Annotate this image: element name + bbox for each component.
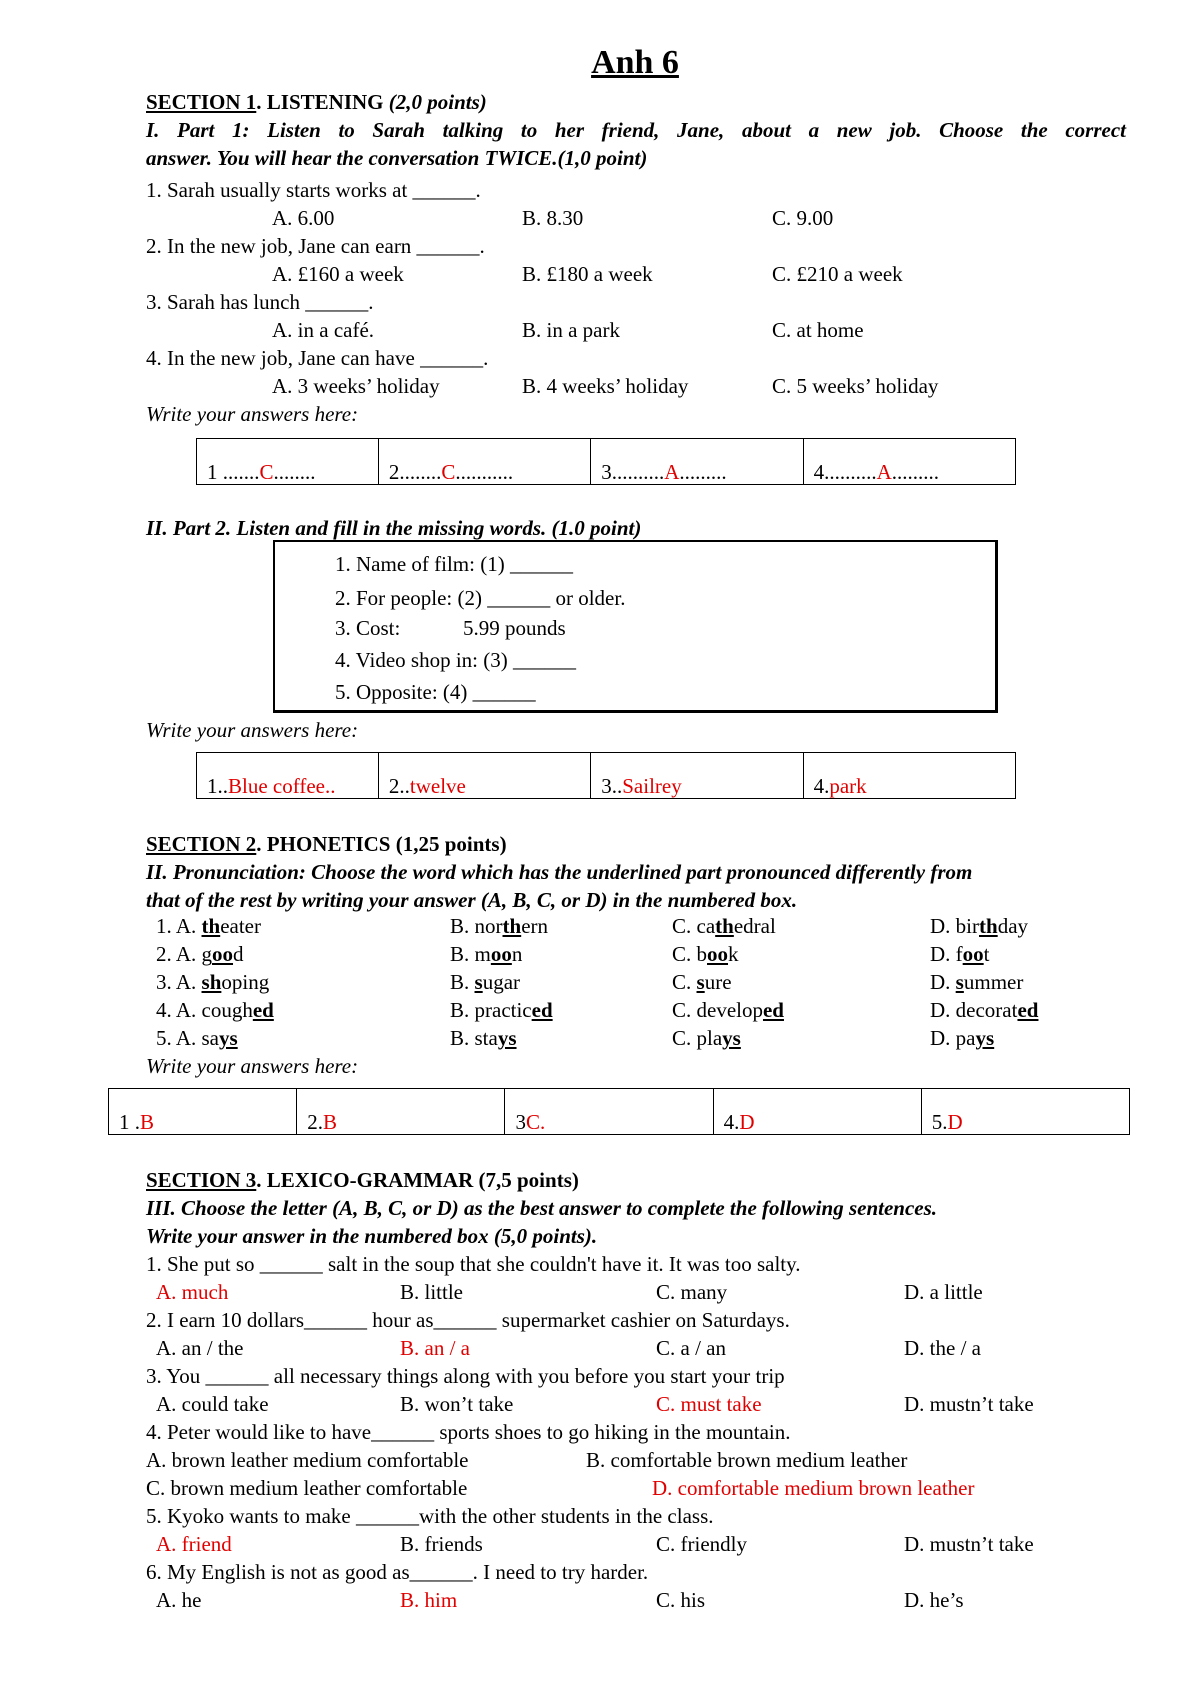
section-3-title: . LEXICO-GRAMMAR (7,5 points) (256, 1168, 579, 1192)
pronunciation-q3-option-d: D. summer (930, 970, 1024, 994)
page-title: Anh 6 (591, 44, 679, 81)
answer-value: C (259, 460, 274, 484)
grammar-q4: 4. Peter would like to have______ sports shoes to go hiking in the mountain. (146, 1420, 791, 1444)
listening-q3: 3. Sarah has lunch ______. (146, 290, 374, 314)
underlined-part: ed (762, 998, 784, 1022)
answer-cell-1[interactable]: 1 .......C........ (197, 439, 379, 485)
underlined-part: ys (219, 1026, 238, 1050)
write-answers-label-2: Write your answers here: (146, 718, 359, 742)
listening-q4: 4. In the new job, Jane can have ______. (146, 346, 489, 370)
section-1-label: SECTION 1 (146, 90, 257, 114)
underlined-part: s (955, 970, 964, 994)
grammar-q3-option-c: C. must take (656, 1392, 762, 1416)
pronunciation-q5-option-d: D. pays (930, 1026, 995, 1050)
grammar-q2-option-b: B. an / a (400, 1336, 470, 1360)
pronunciation-q5-option-b: B. stays (450, 1026, 517, 1050)
answer-value: C (441, 460, 456, 484)
answer-cell-2[interactable]: 2........C........... (378, 439, 590, 485)
underlined-part: th (979, 914, 998, 938)
write-answers-label-3: Write your answers here: (146, 1054, 359, 1078)
underlined-part: ed (252, 998, 274, 1022)
box-line-5: 5. Opposite: (4) ______ (335, 680, 536, 704)
answer-cell-3[interactable]: 3..........A......... (591, 439, 803, 485)
grammar-q2-option-a: A. an / the (156, 1336, 244, 1360)
pronunciation-q2-option-a: 2. A. good (156, 942, 244, 966)
underlined-part: oo (962, 942, 984, 966)
underlined-part: th (201, 914, 221, 938)
cost-value: 5.99 pounds (463, 616, 566, 640)
answer-cell-3[interactable]: 3..Sailrey (591, 753, 803, 799)
grammar-q4-option-d: D. comfortable medium brown leather (652, 1476, 975, 1500)
underlined-part: ys (975, 1026, 995, 1050)
grammar-instruction-line1: III. Choose the letter (A, B, C, or D) as the best answer to complete the following sentences. (146, 1196, 938, 1220)
underlined-part: sh (201, 970, 222, 994)
grammar-q3-option-d: D. mustn’t take (904, 1392, 1034, 1416)
answer-cell-1[interactable]: 1 .B (109, 1089, 297, 1135)
grammar-q5-option-b: B. friends (400, 1532, 483, 1556)
answer-value: D (739, 1110, 755, 1134)
missing-words-box (273, 540, 998, 713)
answer-value: C. (525, 1110, 546, 1134)
answer-cell-4[interactable]: 4.D (713, 1089, 921, 1135)
pronunciation-q3-option-b: B. sugar (450, 970, 521, 994)
pronunciation-q1-option-a: 1. A. theater (156, 914, 261, 938)
answer-cell-4[interactable]: 4..........A......... (803, 439, 1015, 485)
listening-q2-option-c: C. £210 a week (772, 262, 903, 286)
listening-q3-option-c: C. at home (772, 318, 864, 342)
grammar-q5-option-c: C. friendly (656, 1532, 747, 1556)
grammar-q2-option-c: C. a / an (656, 1336, 726, 1360)
section-2-title: . PHONETICS (1,25 points) (256, 832, 507, 856)
listening-q3-option-b: B. in a park (522, 318, 620, 342)
pronunciation-q4-option-c: C. developed (672, 998, 784, 1022)
grammar-q4-option-b: B. comfortable brown medium leather (586, 1448, 908, 1472)
underlined-part: th (715, 914, 734, 938)
listening-q2-option-b: B. £180 a week (522, 262, 653, 286)
grammar-q1: 1. She put so ______ salt in the soup that she couldn't have it. It was too salty. (146, 1252, 801, 1276)
grammar-q6-option-b: B. him (400, 1588, 458, 1612)
grammar-q1-option-d: D. a little (904, 1280, 983, 1304)
section-3-heading (146, 1166, 579, 1194)
underlined-part: ys (722, 1026, 741, 1050)
pronunciation-q5-option-c: C. plays (672, 1026, 741, 1050)
part2-instruction: II. Part 2. Listen and fill in the missing words. (1.0 point) (146, 516, 642, 540)
answer-cell-3[interactable]: 3C. (505, 1089, 713, 1135)
answer-value: A (664, 460, 680, 484)
pronunciation-instruction-line2: that of the rest by writing your answer (A, B, C, or D) in the numbered box. (146, 888, 798, 912)
grammar-q1-option-c: C. many (656, 1280, 728, 1304)
grammar-q2-option-d: D. the / a (904, 1336, 981, 1360)
box-line-3: 3. Cost: 5.99 pounds (335, 616, 566, 640)
part1-instruction-line2: answer. You will hear the conversation TWICE.(1,0 point) (146, 146, 648, 170)
pronunciation-q2-option-d: D. foot (930, 942, 990, 966)
pronunciation-q4-option-a: 4. A. coughed (156, 998, 274, 1022)
grammar-q6-option-c: C. his (656, 1588, 706, 1612)
listening-q3-option-a: A. in a café. (272, 318, 375, 342)
grammar-q6-option-d: D. he’s (904, 1588, 964, 1612)
answer-value: A (876, 460, 892, 484)
pronunciation-q5-option-a: 5. A. says (156, 1026, 238, 1050)
underlined-part: s (696, 970, 705, 994)
section-2-heading (146, 830, 507, 858)
pronunciation-instruction-line1: II. Pronunciation: Choose the word which has the underlined part pronounced differently from (146, 860, 973, 884)
grammar-q4-option-a: A. brown leather medium comfortable (146, 1448, 469, 1472)
grammar-q6-option-a: A. he (156, 1588, 202, 1612)
listening-q1: 1. Sarah usually starts works at ______. (146, 178, 481, 202)
listening-q1-option-a: A. 6.00 (272, 206, 335, 230)
underlined-part: ys (497, 1026, 517, 1050)
part1-instruction-line1: I. Part 1: Listen to Sarah talking to her friend, Jane, about a new job. Choose the correct (146, 118, 1126, 142)
grammar-q4-option-c: C. brown medium leather comfortable (146, 1476, 468, 1500)
box-line-2: 2. For people: (2) ______ or older. (335, 586, 626, 610)
answer-value: B (323, 1110, 338, 1134)
pronunciation-q3-option-c: C. sure (672, 970, 732, 994)
answer-value: Sailrey (622, 774, 682, 798)
underlined-part: th (502, 914, 522, 938)
grammar-q1-option-b: B. little (400, 1280, 463, 1304)
pronunciation-q3-option-a: 3. A. shoping (156, 970, 270, 994)
answer-value: D (947, 1110, 963, 1134)
section-3-label: SECTION 3 (146, 1168, 257, 1192)
section-1-heading (146, 88, 487, 116)
listening-q1-option-b: B. 8.30 (522, 206, 584, 230)
grammar-q3-option-a: A. could take (156, 1392, 269, 1416)
pronunciation-q2-option-c: C. book (672, 942, 739, 966)
listening-q4-option-b: B. 4 weeks’ holiday (522, 374, 689, 398)
answer-cell-4[interactable]: 4.park (803, 753, 1015, 799)
section-1-points: (2,0 points) (388, 90, 487, 114)
pronunciation-q4-option-d: D. decorated (930, 998, 1039, 1022)
answer-value: B (140, 1110, 155, 1134)
answer-value: park (829, 774, 867, 798)
listening-q4-option-a: A. 3 weeks’ holiday (272, 374, 440, 398)
phonetics-answer-box (108, 1088, 1130, 1135)
pronunciation-q2-option-b: B. moon (450, 942, 523, 966)
listening-q2: 2. In the new job, Jane can earn ______. (146, 234, 485, 258)
grammar-q3: 3. You ______ all necessary things along with you before you start your trip (146, 1364, 785, 1388)
write-answers-label-1: Write your answers here: (146, 402, 359, 426)
listening-q4-option-c: C. 5 weeks’ holiday (772, 374, 939, 398)
listening-q1-option-c: C. 9.00 (772, 206, 834, 230)
grammar-q5-option-a: A. friend (156, 1532, 232, 1556)
grammar-q5: 5. Kyoko wants to make ______with the other students in the class. (146, 1504, 714, 1528)
box-line-1: 1. Name of film: (1) ______ (335, 552, 573, 576)
pronunciation-q4-option-b: B. practiced (450, 998, 553, 1022)
grammar-q6: 6. My English is not as good as______. I need to try harder. (146, 1560, 649, 1584)
part2-answer-box (196, 752, 1016, 799)
answer-cell-2[interactable]: 2.B (297, 1089, 505, 1135)
listening-q2-option-a: A. £160 a week (272, 262, 404, 286)
pronunciation-q1-option-b: B. northern (450, 914, 549, 938)
grammar-q2: 2. I earn 10 dollars______ hour as______ supermarket cashier on Saturdays. (146, 1308, 790, 1332)
answer-cell-2[interactable]: 2..twelve (378, 753, 590, 799)
grammar-instruction-line2: Write your answer in the numbered box (5,0 points). (146, 1224, 598, 1248)
section-2-label: SECTION 2 (146, 832, 257, 856)
underlined-part: oo (212, 942, 234, 966)
pronunciation-q1-option-d: D. birthday (930, 914, 1029, 938)
grammar-q5-option-d: D. mustn’t take (904, 1532, 1034, 1556)
section-1-title: . LISTENING (256, 90, 389, 114)
box-line-4: 4. Video shop in: (3) ______ (335, 648, 577, 672)
part1-answer-box (196, 438, 1016, 485)
underlined-part: s (474, 970, 483, 994)
underlined-part: oo (490, 942, 512, 966)
grammar-q3-option-b: B. won’t take (400, 1392, 514, 1416)
pronunciation-q1-option-c: C. cathedral (672, 914, 776, 938)
answer-value: twelve (409, 774, 466, 798)
grammar-q1-option-a: A. much (156, 1280, 229, 1304)
underlined-part: oo (707, 942, 729, 966)
underlined-part: ed (1017, 998, 1039, 1022)
answer-cell-5[interactable]: 5.D (921, 1089, 1129, 1135)
underlined-part: ed (531, 998, 553, 1022)
answer-cell-1[interactable]: 1..Blue coffee.. (197, 753, 379, 799)
answer-value: Blue coffee.. (228, 774, 336, 798)
